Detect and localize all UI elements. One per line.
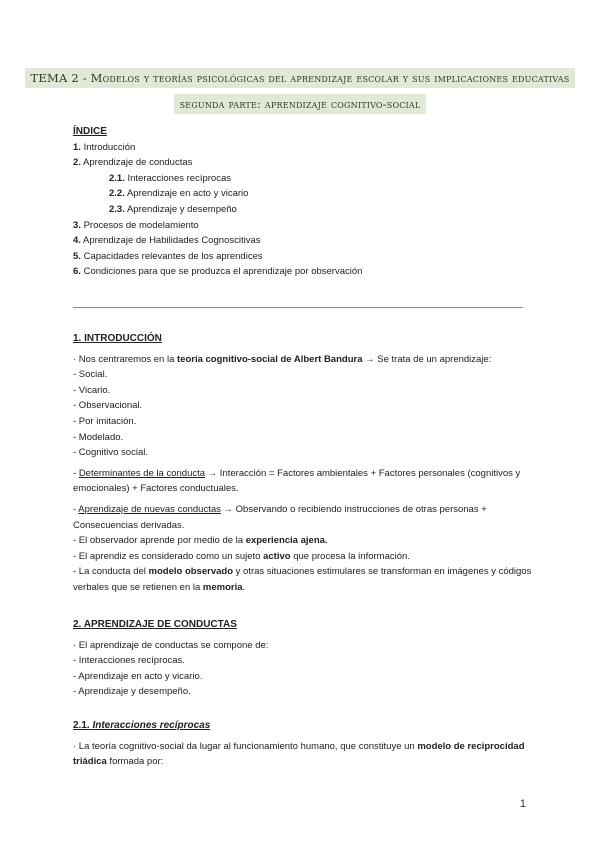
section-introduccion [73, 331, 533, 596]
index-item: 1. Introducción [73, 141, 136, 153]
index-item: 2.3. Aprendizaje y desempeño [109, 203, 237, 215]
paragraph: · El aprendizaje de conductas se compone de: [73, 639, 269, 651]
list-item: - Por imitación. [73, 415, 137, 427]
paragraph: - Aprendizaje de nuevas conductas → Observando o recibiendo instrucciones de otras personas + Consecuencias derivadas. [73, 503, 487, 531]
list-item: - Aprendizaje y desempeño. [73, 686, 191, 698]
section-interacciones-reciprocas [73, 718, 533, 770]
paragraph: · La teoría cognitivo-social da lugar al funcionamiento humano, que constituye un modelo de reciprocidad triádica formada por: [73, 740, 525, 768]
index-section [73, 124, 533, 280]
list-item: - Modelado. [73, 431, 124, 443]
list-item: - Aprendizaje en acto y vicario. [73, 670, 203, 682]
paragraph: - Determinantes de la conducta → Interacción = Factores ambientales + Factores personales (cognitivos y emocionales) + Factores conductuales. [73, 467, 521, 495]
list-item: - Observacional. [73, 400, 143, 412]
index-item: 6. Condiciones para que se produzca el aprendizaje por observación [73, 266, 363, 278]
section-heading: 2. APRENDIZAJE DE CONDUCTAS [73, 619, 237, 630]
section-aprendizaje-conductas [73, 617, 533, 700]
index-item: 5. Capacidades relevantes de los aprendices [73, 250, 263, 262]
list-item: - Cognitivo social. [73, 447, 148, 459]
section-divider [73, 307, 523, 308]
list-item: - Social. [73, 369, 108, 381]
index-item: 2.2. Aprendizaje en acto y vicario [109, 188, 249, 200]
index-item: 2. Aprendizaje de conductas [73, 157, 193, 169]
paragraph: - El aprendiz es considerado como un sujeto activo que procesa la información. [73, 550, 410, 562]
section-heading: 1. INTRODUCCIÓN [73, 333, 162, 344]
subsection-heading: 2.1. Interacciones recíprocas [73, 720, 211, 731]
index-item: 3. Procesos de modelamiento [73, 219, 199, 231]
index-item: 4. Aprendizaje de Habilidades Cognoscitivas [73, 235, 261, 247]
title-line-1: TEMA 2 - Modelos y teorías psicológicas del aprendizaje escolar y sus implicaciones educativas [25, 68, 576, 88]
paragraph: - La conducta del modelo observado y otras situaciones estimulares se transforman en imágenes y códigos verbales que se retienen en la memoria. [73, 566, 532, 593]
list-item: - Vicario. [73, 384, 111, 396]
index-heading: ÍNDICE [73, 126, 107, 137]
page-number: 1 [519, 798, 526, 810]
title-line-2: segunda parte: aprendizaje cognitivo-social [174, 94, 427, 114]
index-item: 2.1. Interacciones recíprocas [109, 172, 231, 184]
paragraph: · Nos centraremos en la teoría cognitivo-social de Albert Bandura → Se trata de un aprendizaje: [73, 353, 492, 365]
paragraph: - El observador aprende por medio de la experiencia ajena. [73, 535, 328, 547]
list-item: - Interacciones recíprocas. [73, 655, 185, 667]
title-block [0, 68, 600, 114]
